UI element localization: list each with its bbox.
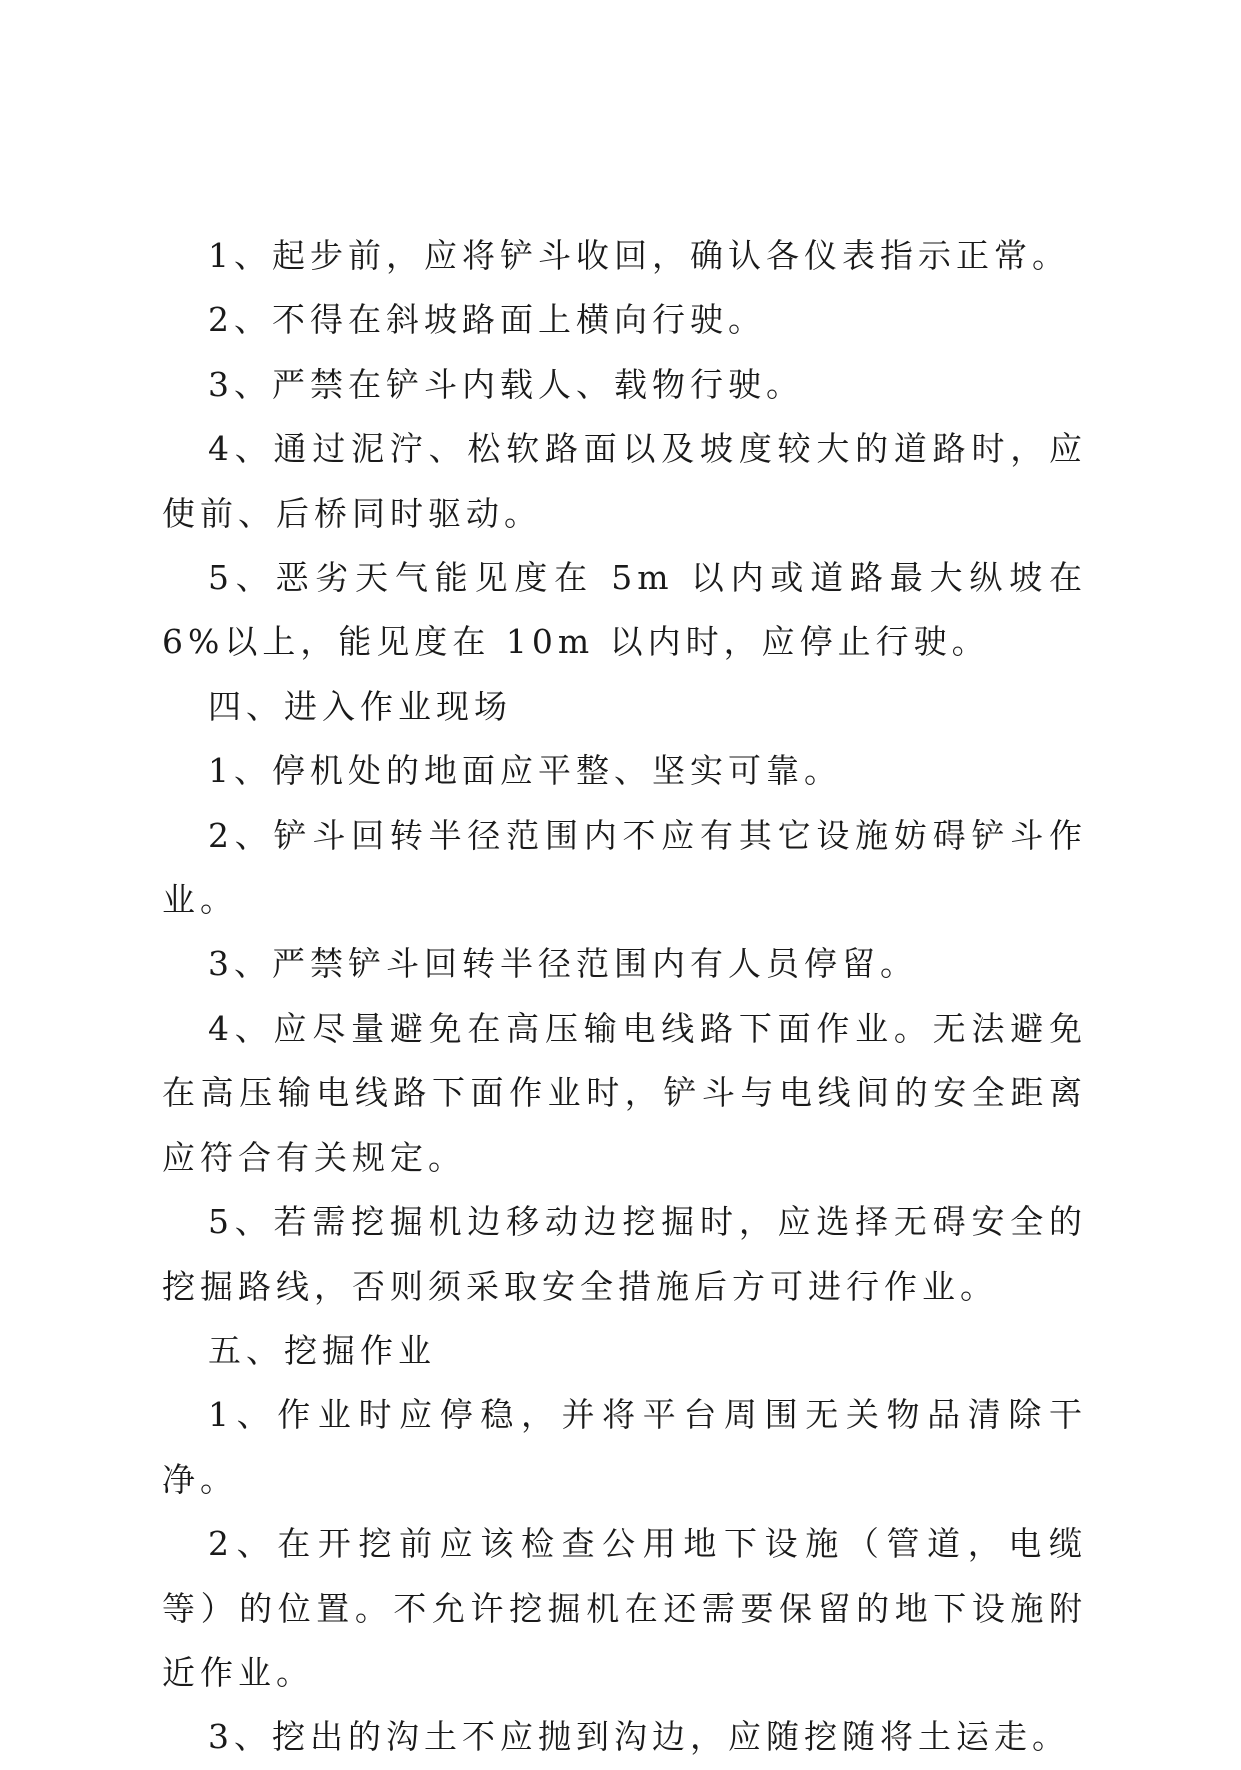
paragraph-no-lateral-slope: 2、不得在斜坡路面上横向行驶。 bbox=[208, 300, 766, 340]
paragraph-level-ground: 1、停机处的地面应平整、坚实可靠。 bbox=[208, 751, 842, 791]
paragraph-no-passengers-in-bucket: 3、严禁在铲斗内载人、载物行驶。 bbox=[208, 364, 804, 404]
paragraph-stable-platform: 1、作业时应停稳，并将平台周围无关物品清除干净。 bbox=[162, 1395, 1087, 1499]
paragraph-soil-removal: 3、挖出的沟土不应抛到沟边，应随挖随将土运走。 bbox=[208, 1717, 1070, 1757]
paragraph-startup-check: 1、起步前，应将铲斗收回，确认各仪表指示正常。 bbox=[208, 236, 1070, 275]
paragraph-moving-excavation: 5、若需挖掘机边移动边挖掘时，应选择无碍安全的挖掘路线，否则须采取安全措施后方可进行作业。 bbox=[162, 1202, 1087, 1306]
section-heading-entering-site: 四、进入作业现场 bbox=[208, 686, 512, 726]
paragraph-no-people-in-radius: 3、严禁铲斗回转半径范围内有人员停留。 bbox=[208, 944, 918, 984]
document-body bbox=[162, 224, 1087, 1770]
section-heading-excavation: 五、挖掘作业 bbox=[208, 1330, 436, 1370]
paragraph-muddy-road-drive: 4、通过泥泞、松软路面以及坡度较大的道路时，应使前、后桥同时驱动。 bbox=[162, 429, 1087, 533]
paragraph-bad-weather-stop: 5、恶劣天气能见度在 5m 以内或道路最大纵坡在 6%以上，能见度在 10m 以内时，应停止行驶。 bbox=[162, 558, 1087, 662]
paragraph-underground-utilities: 2、在开挖前应该检查公用地下设施（管道，电缆等）的位置。不允许挖掘机在还需要保留的地下设施附近作业。 bbox=[162, 1524, 1087, 1692]
paragraph-power-lines: 4、应尽量避免在高压输电线路下面作业。无法避免在高压输电线路下面作业时，铲斗与电线间的安全距离应符合有关规定。 bbox=[162, 1008, 1087, 1177]
paragraph-swing-radius-clear: 2、铲斗回转半径范围内不应有其它设施妨碍铲斗作业。 bbox=[162, 815, 1087, 920]
